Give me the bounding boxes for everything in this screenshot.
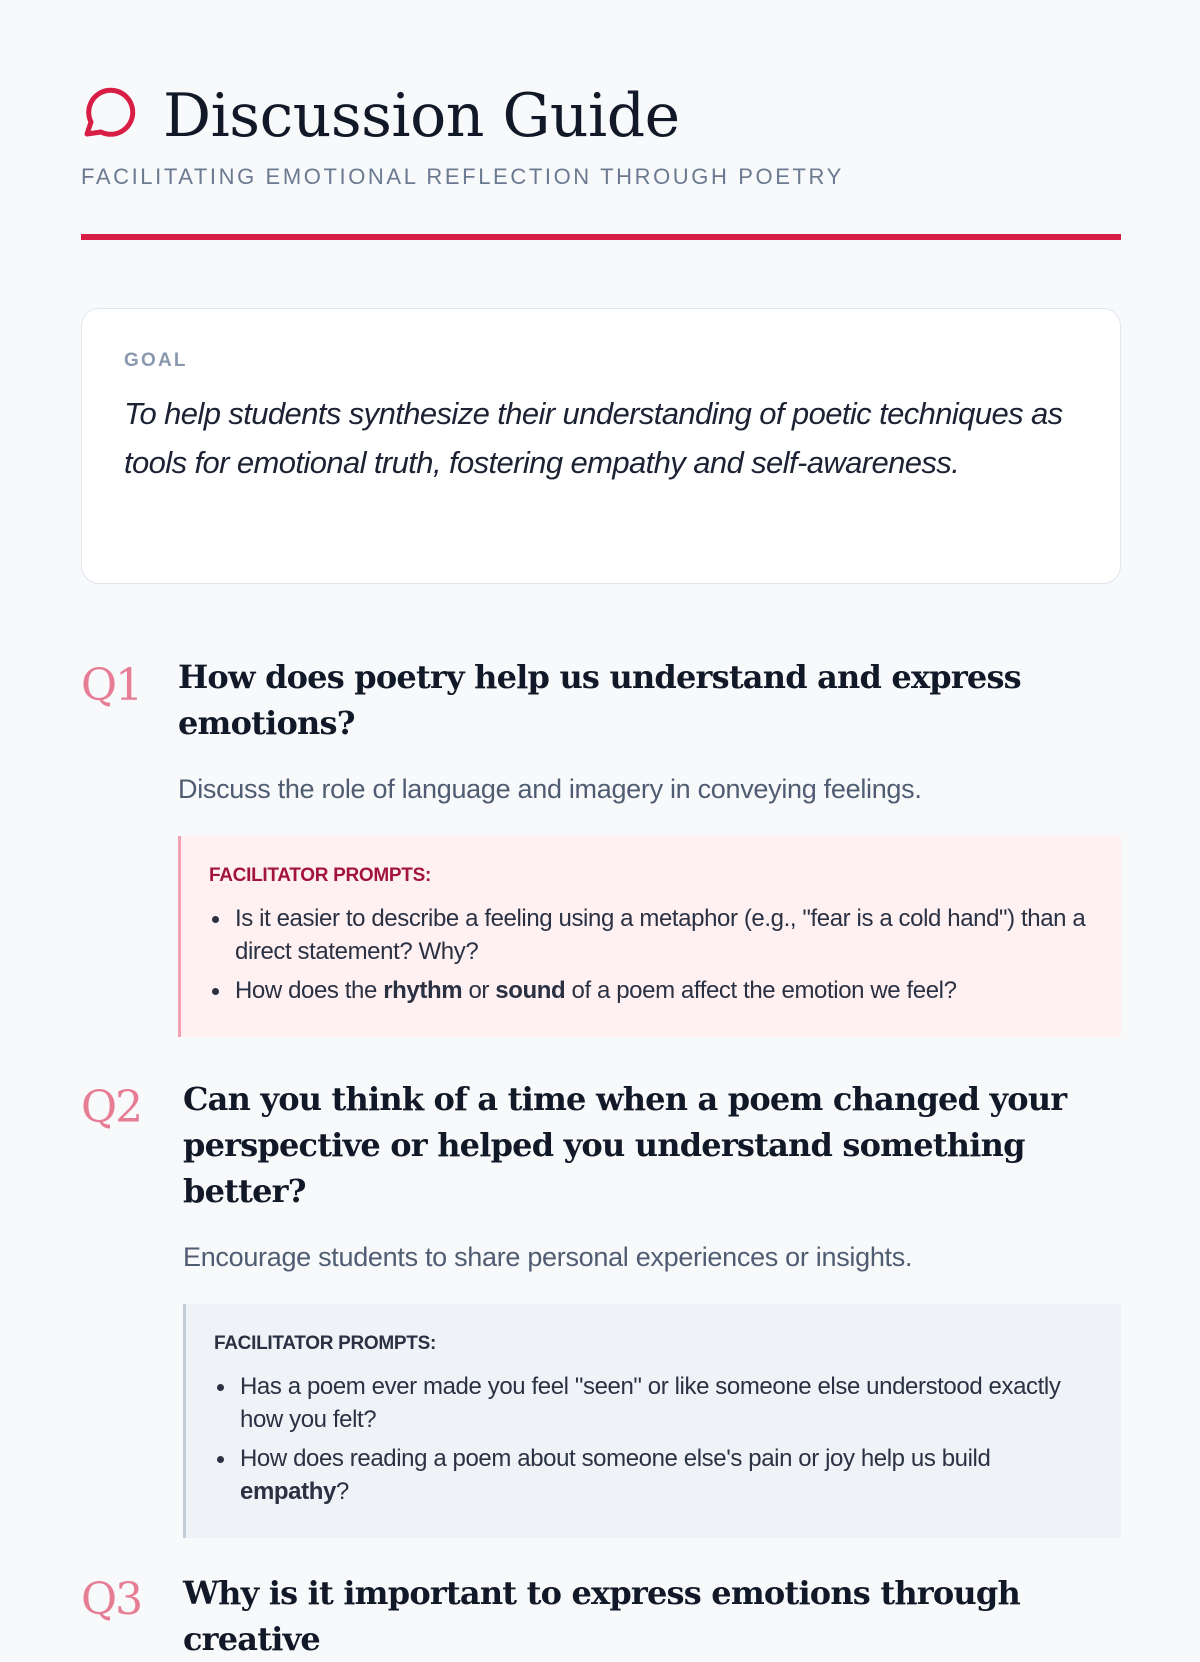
question-description: Discuss the role of language and imagery in conveying feelings. <box>178 774 922 804</box>
question-body <box>183 1076 1121 1538</box>
question-description: Encourage students to share personal experiences or insights. <box>183 1242 913 1272</box>
prompt-list <box>209 902 1093 1007</box>
prompt-item: Has a poem ever made you feel "seen" or like someone else understood exactly how you felt? <box>240 1370 1093 1436</box>
header-divider <box>81 234 1121 240</box>
question-3 <box>81 1570 1121 1658</box>
question-body <box>178 654 1121 1037</box>
question-number: Q2 <box>81 1082 142 1133</box>
facilitator-prompts-label: FACILITATOR PROMPTS: <box>209 865 431 886</box>
facilitator-prompts-label: FACILITATOR PROMPTS: <box>214 1333 436 1354</box>
question-number: Q1 <box>81 660 142 711</box>
question-1 <box>81 654 1121 1004</box>
header <box>81 80 1121 190</box>
goal-text: To help students synthesize their understanding of poetic techniques as tools for emotional truth, fostering empathy and self-awareness. <box>124 396 1063 480</box>
prompt-item: How does reading a poem about someone else's pain or joy help us build empathy? <box>240 1442 1093 1508</box>
prompt-item: How does the rhythm or sound of a poem affect the emotion we feel? <box>235 974 1093 1007</box>
question-number: Q3 <box>81 1574 142 1625</box>
page-title: Discussion Guide <box>163 81 680 151</box>
question-2 <box>81 1076 1121 1506</box>
chat-bubble-icon <box>81 88 137 144</box>
facilitator-prompts <box>178 836 1121 1037</box>
goal-label: GOAL <box>124 350 188 371</box>
page-subtitle: FACILITATING EMOTIONAL REFLECTION THROUGH POETRY <box>81 164 844 189</box>
goal-card <box>81 308 1121 584</box>
prompt-item: Is it easier to describe a feeling using a metaphor (e.g., "fear is a cold hand") than a direct statement? Why? <box>235 902 1093 968</box>
facilitator-prompts <box>183 1304 1121 1538</box>
discussion-guide-page <box>81 0 1121 1658</box>
title-row <box>81 80 1121 152</box>
question-title: Can you think of a time when a poem changed your perspective or helped you understand something better? <box>183 1080 1067 1210</box>
prompt-list <box>214 1370 1093 1508</box>
question-body <box>183 1570 1121 1662</box>
question-title: How does poetry help us understand and express emotions? <box>178 658 1021 742</box>
question-title: Why is it important to express emotions through creative <box>183 1574 1020 1658</box>
